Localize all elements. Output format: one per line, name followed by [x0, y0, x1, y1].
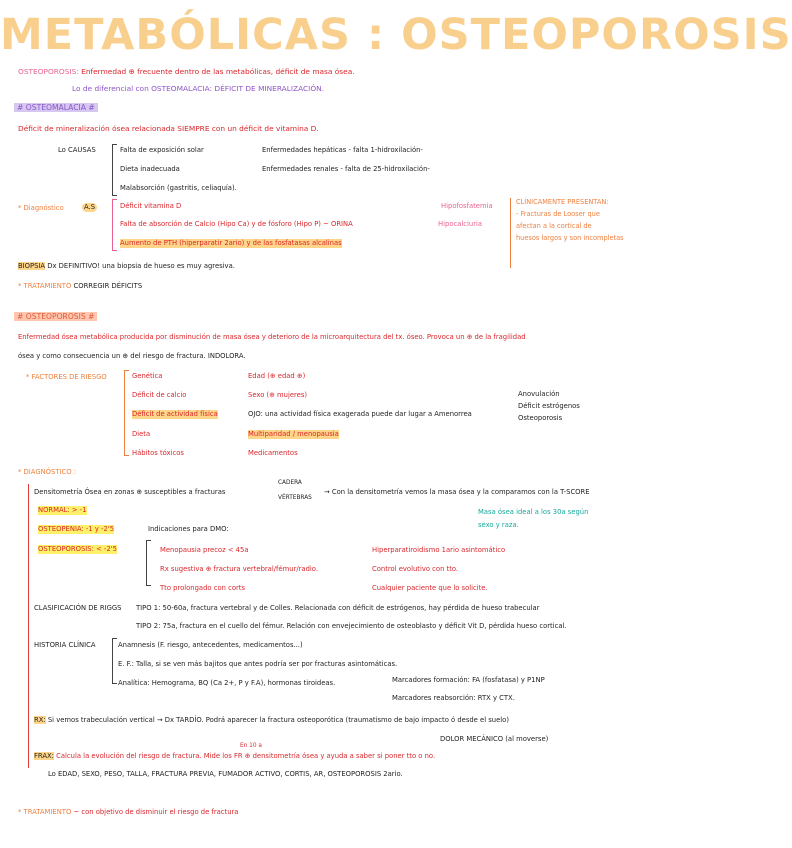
causa-left-2: Dieta inadecuada	[120, 165, 180, 173]
rx-text: Si vemos trabeculación vertical → Dx TARDÍO. Podrá aparecer la fractura osteoporótica (traumatismo de bajo impacto ó desde el suelo)	[47, 716, 509, 724]
osteomalacia-tratamiento	[18, 282, 142, 291]
frax-line	[34, 752, 435, 761]
historia-label: HISTORIA CLÍNICA	[34, 641, 96, 649]
frax-text: Calcula la evolución del riesgo de fractura. Mide los FR ⊕ densitometría ósea y ayuda a saber si poner tto o no.	[56, 752, 436, 760]
tratamiento-text-2: ~ con objetivo de disminuir el riesgo de fractura	[73, 808, 239, 816]
indic-left-3: Tto prolongado con corts	[160, 584, 245, 592]
as-label: A.S	[84, 203, 96, 211]
clasificacion-label: CLASIFICACIÓN DE RIGGS	[34, 604, 122, 612]
intro-line-2: Lo de diferencial con OSTEOMALACIA: DÉFICIT DE MINERALIZACIÓN.	[72, 84, 325, 93]
tratamiento-label: * TRATAMIENTO	[18, 282, 72, 290]
tratamiento-label-2: * TRATAMIENTO	[18, 808, 72, 816]
normal-score: NORMAL: > -1	[38, 506, 87, 514]
frax-variables: Lo EDAD, SEXO, PESO, TALLA, FRACTURA PREVIA, FUMADOR ACTIVO, CORTIS, AR, OSTEOPOROSIS 2ario.	[48, 770, 403, 778]
frax-label: FRAX:	[34, 752, 54, 760]
clinic-title: CLÍNICAMENTE PRESENTAN:	[516, 198, 609, 206]
analitica: Analítica: Hemograma, BQ (Ca 2+, P y F.A), hormonas tiroideas.	[118, 679, 336, 687]
factores-label: * FACTORES DE RIESGO	[26, 373, 107, 381]
factor-right-2: Sexo (⊕ mujeres)	[248, 391, 308, 399]
causa-left-1: Falta de exposición solar	[120, 146, 204, 154]
hipocalciuria: Hipocalciuria	[438, 220, 483, 228]
factor-left-2: Déficit de calcio	[132, 391, 187, 399]
rx-line	[34, 716, 509, 725]
osteomalacia-header: # OSTEOMALACIA #	[14, 103, 98, 112]
clinic-line-2: afectan a la cortical de	[516, 222, 592, 230]
factor-left-4: Dieta	[132, 430, 151, 438]
amenorrea-3: Osteoporosis	[518, 414, 563, 422]
factor-left-5: Hábitos tóxicos	[132, 449, 184, 457]
causa-left-3: Malabsorción (gastritis, celiaquía).	[120, 184, 237, 192]
factor-left-3: Déficit de actividad física	[132, 410, 218, 418]
riggs-tipo-1: TIPO 1: 50-60a, fractura vertebral y de Colles. Relacionada con déficit de estrógenos, hay pérdida de hueso trabecular	[136, 604, 540, 612]
hipofosfatemia: Hipofosfatemia	[441, 202, 493, 210]
indic-left-2: Rx sugestiva ⊕ fractura vertebral/fémur/radio.	[160, 565, 318, 573]
indic-left-1: Menopausia precoz < 45a	[160, 546, 249, 554]
rx-label: RX:	[34, 716, 46, 724]
causa-right-2: Enfermedades renales - falta de 25-hidroxilación-	[262, 165, 430, 173]
tscore-note-2: sexo y raza.	[478, 521, 519, 529]
cadera-label: CADERA	[278, 480, 302, 486]
osteoporosis-def-1: Enfermedad ósea metabólica producida por disminución de masa ósea y deterioro de la microarquitectura del tx. óseo. Provoca un ⊕ de la fragilidad	[18, 333, 526, 341]
indic-right-2: Control evolutivo con tto.	[372, 565, 459, 573]
osteoporosis-def-2: ósea y como consecuencia un ⊕ del riesgo de fractura. INDOLORA.	[18, 352, 246, 360]
osteoporosis-header: # OSTEOPOROSIS #	[14, 312, 97, 321]
diagnostico-header: * DIAGNÓSTICO :	[18, 468, 77, 476]
amenorrea-2: Déficit estrógenos	[518, 402, 580, 410]
exploracion-fisica: E. F.: Talla, si se ven más bajitos que antes podría ser por fracturas asintomáticas.	[118, 660, 398, 668]
amenorrea-1: Anovulación	[518, 390, 560, 398]
osteopenia-score: OSTEOPENIA: -1 y -2'5	[38, 525, 115, 533]
riggs-tipo-2: TIPO 2: 75a, fractura en el cuello del fémur. Relación con envejecimiento de osteoblasto y déficit Vit D, pérdida hueso cortical.	[136, 622, 567, 630]
tscore-note-1: Masa ósea ideal a los 30a según	[478, 508, 589, 516]
ojo-text: OJO: una actividad física exagerada puede dar lugar a Amenorrea	[248, 410, 472, 418]
dx-line-1: Déficit vitamina D	[120, 202, 182, 210]
diagnostico-label: * Diagnóstico	[18, 204, 64, 212]
biopsia-line	[18, 262, 235, 271]
factor-right-4: Medicamentos	[248, 449, 298, 457]
densito-right: → Con la densitometría vemos la masa ósea y la comparamos con la T-SCORE	[324, 488, 590, 496]
clinic-line-1: - Fracturas de Looser que	[516, 210, 600, 218]
dx-line-3: Aumento de PTH (hiperparatir 2ario) y de las fosfatasas alcalinas	[120, 239, 342, 247]
dolor-mecanico: DOLOR MECÁNICO (al moverse)	[440, 735, 549, 743]
factor-right-3: Multiparidad / menopausia	[248, 430, 339, 438]
frax-10a: En 10 a	[240, 743, 262, 749]
vertebras-label: VÉRTEBRAS	[278, 495, 312, 501]
tratamiento-text: CORREGIR DÉFICITS	[73, 282, 143, 290]
osteoporosis-score: OSTEOPOROSIS: < -2'5	[38, 545, 117, 553]
osteomalacia-definition: Déficit de mineralización ósea relacionada SIEMPRE con un déficit de vitamina D.	[18, 124, 319, 133]
densitometria: Densitometría Ósea en zonas ⊕ susceptibles a fracturas	[34, 488, 226, 496]
clinic-line-3: huesos largos y son incompletas	[516, 234, 624, 242]
marcadores-formacion: Marcadores formación: FA (fosfatasa) y P1NP	[392, 676, 545, 684]
anamnesis: Anamnesis (F. riesgo, antecedentes, medicamentos...)	[118, 641, 303, 649]
intro-text: Enfermedad ⊕ frecuente dentro de las metabólicas, déficit de masa ósea.	[81, 67, 355, 76]
page-title: METABÓLICAS : OSTEOPOROSIS	[0, 10, 792, 60]
factor-left-1: Genética	[132, 372, 163, 380]
indic-right-1: Hiperparatiroidismo 1ario asintomático	[372, 546, 506, 554]
factor-right-1: Edad (⊕ edad ⊕)	[248, 372, 306, 380]
intro-label: OSTEOPOROSIS:	[18, 67, 79, 76]
marcadores-resorcion: Marcadores reabsorción: RTX y CTX.	[392, 694, 515, 702]
indic-right-3: Cualquier paciente que lo solicite.	[372, 584, 488, 592]
causas-label: Lo CAUSAS	[58, 146, 96, 154]
biopsia-label: BIOPSIA	[18, 262, 46, 270]
clinic-box	[516, 196, 640, 244]
indicaciones-title: Indicaciones para DMO:	[148, 525, 229, 533]
osteoporosis-tratamiento	[18, 808, 238, 817]
amenorrea-list	[518, 388, 580, 424]
tscore-note	[478, 506, 588, 532]
biopsia-text: Dx DEFINITIVO! una biopsia de hueso es muy agresiva.	[47, 262, 235, 270]
causa-right-1: Enfermedades hepáticas - falta 1-hidroxilación-	[262, 146, 423, 154]
dx-line-2: Falta de absorción de Calcio (Hipo Ca) y de fósforo (Hipo P) ~ ORINA	[120, 220, 353, 228]
intro-line-1	[18, 67, 355, 76]
